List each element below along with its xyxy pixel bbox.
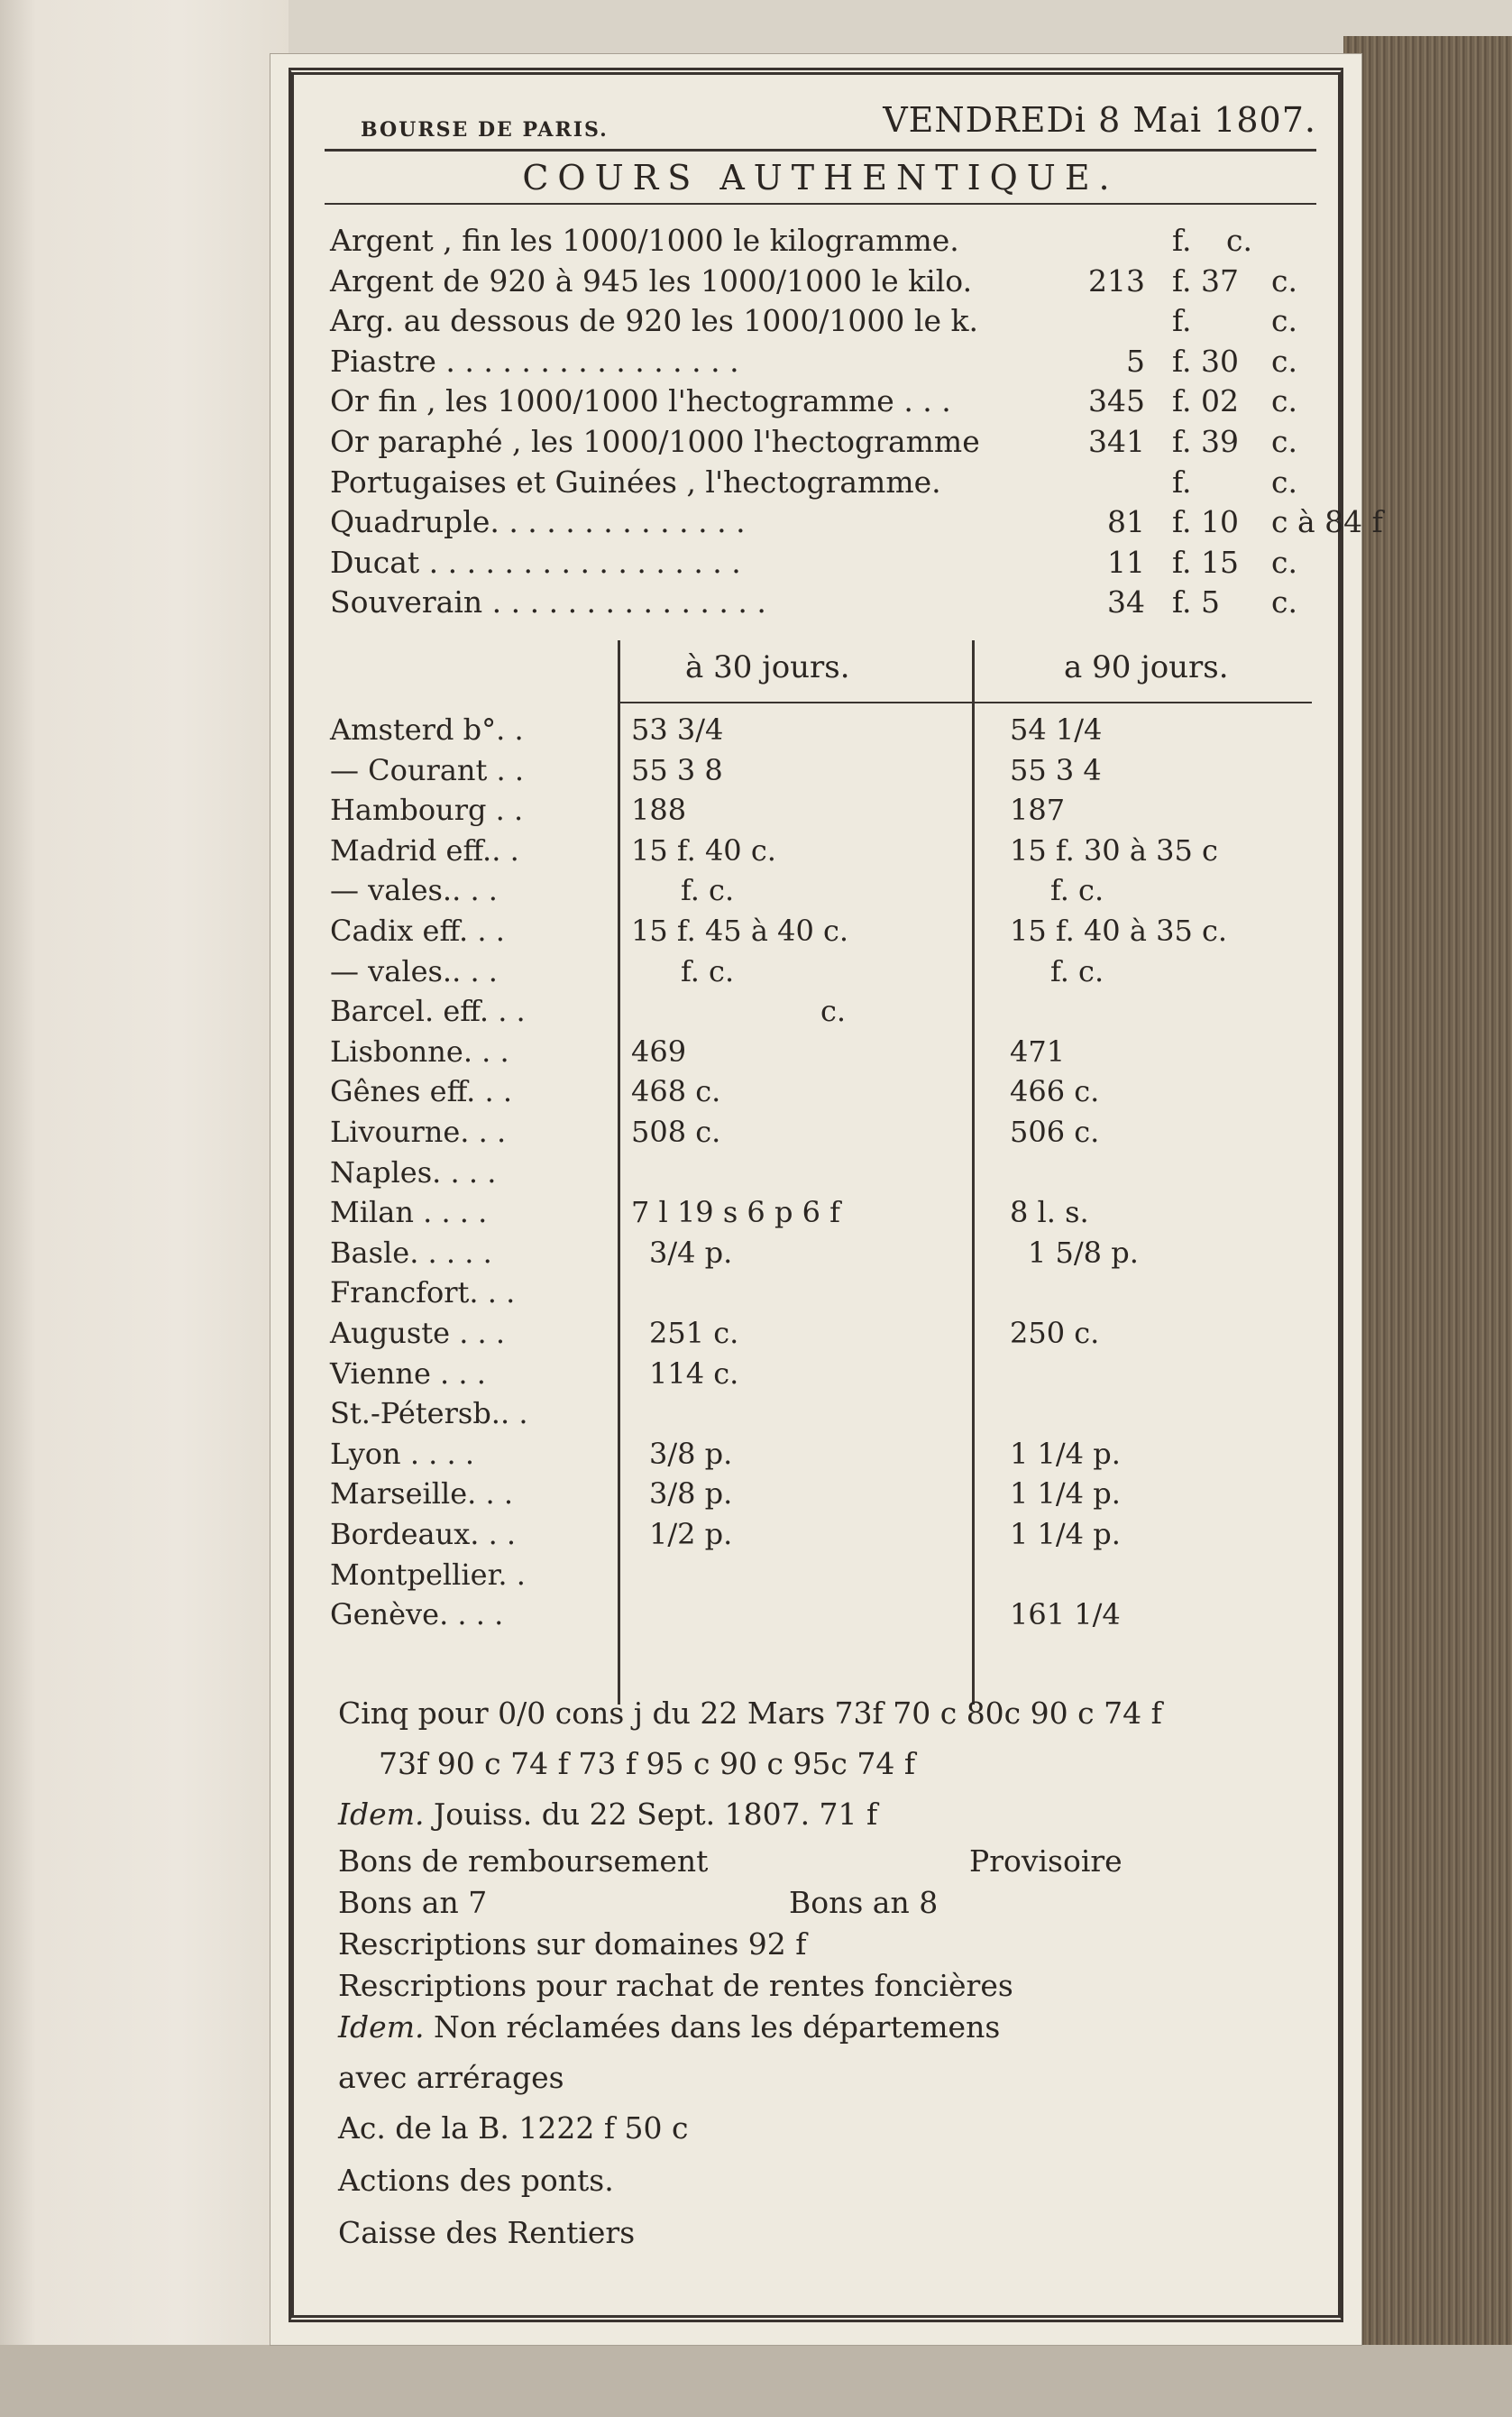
bons-an-8: Bons an 8 bbox=[789, 1885, 939, 1920]
rate-value: 345 bbox=[1088, 383, 1145, 419]
metal-rates-list bbox=[325, 221, 1383, 623]
exchange-30: 1/2 p. bbox=[649, 1517, 733, 1551]
fund-idem-jouissance bbox=[338, 1797, 877, 1832]
exchange-row bbox=[325, 712, 1316, 753]
rate-francs: f. bbox=[1172, 464, 1192, 500]
rate-cents: c. bbox=[1271, 262, 1297, 299]
exchange-place: Basle. . . . . bbox=[330, 1235, 492, 1270]
rate-name: Argent , fin les 1000/1000 le kilogramme. bbox=[330, 223, 959, 258]
exchange-place: Naples. . . . bbox=[330, 1154, 497, 1190]
rate-francs: f. 15 bbox=[1172, 544, 1240, 580]
idem-label: Idem. bbox=[338, 2009, 425, 2045]
page-header bbox=[325, 95, 1316, 152]
exchange-row bbox=[325, 1356, 1316, 1397]
exchange-place: Gênes eff. . . bbox=[330, 1074, 513, 1109]
rate-row bbox=[325, 583, 1325, 623]
column-head-90-days: a 90 jours. bbox=[1064, 649, 1229, 685]
exchange-30: 15 f. 40 c. bbox=[631, 832, 776, 868]
exchange-place: — vales.. . . bbox=[330, 953, 498, 988]
exchange-place: Barcel. eff. . . bbox=[330, 994, 526, 1029]
exchange-row bbox=[325, 1115, 1316, 1155]
rate-value: 213 bbox=[1088, 262, 1145, 299]
column-head-30-days: à 30 jours. bbox=[685, 649, 850, 685]
exchange-table bbox=[325, 640, 1316, 1813]
exchange-place: Auguste . . . bbox=[330, 1316, 506, 1350]
exchange-row bbox=[325, 1195, 1316, 1236]
rate-value: 11 bbox=[1107, 544, 1145, 580]
exchange-90: 15 f. 40 à 35 c. bbox=[1010, 914, 1228, 948]
exchange-row bbox=[325, 1034, 1316, 1075]
exchange-30: 508 c. bbox=[631, 1115, 721, 1149]
exchange-90: f. c. bbox=[1050, 873, 1104, 908]
header-bourse: BOURSE DE PARIS. bbox=[361, 118, 609, 142]
rate-cents: c. bbox=[1226, 223, 1252, 258]
rate-name: Or fin , les 1000/1000 l'hectogramme . . . bbox=[330, 383, 951, 419]
exchange-30: 251 c. bbox=[649, 1316, 739, 1350]
rate-francs: f. 5 bbox=[1172, 584, 1221, 620]
rate-cents: c. bbox=[1271, 303, 1297, 339]
exchange-place: Lisbonne. . . bbox=[330, 1034, 509, 1069]
column-head-rule bbox=[618, 702, 1312, 703]
fund-bons-an bbox=[338, 1885, 1321, 1920]
exchange-90: 161 1/4 bbox=[1010, 1597, 1121, 1632]
fund-arrerages: avec arrérages bbox=[338, 2060, 564, 2095]
page-content bbox=[325, 86, 1383, 2300]
exchange-30: 3/8 p. bbox=[649, 1436, 733, 1471]
rate-row bbox=[325, 381, 1325, 422]
exchange-row bbox=[325, 873, 1316, 914]
exchange-90: 55 3 4 bbox=[1010, 752, 1102, 787]
rate-cents: c à 84 f bbox=[1271, 504, 1383, 540]
rate-francs: f. 02 bbox=[1172, 383, 1240, 419]
rate-value: 341 bbox=[1088, 423, 1145, 459]
provisoire-label: Provisoire bbox=[969, 1843, 1123, 1879]
exchange-place: Vienne . . . bbox=[330, 1356, 486, 1391]
fund-cinq-continued: 73f 90 c 74 f 73 f 95 c 90 c 95c 74 f bbox=[379, 1746, 916, 1781]
rate-francs: f. bbox=[1172, 303, 1192, 339]
exchange-90: 187 bbox=[1010, 793, 1066, 828]
exchange-90: 54 1/4 bbox=[1010, 712, 1103, 747]
exchange-row bbox=[325, 1275, 1316, 1316]
rate-row bbox=[325, 502, 1383, 543]
rate-name: Souverain . . . . . . . . . . . . . . . bbox=[330, 584, 766, 620]
rate-cents: c. bbox=[1271, 584, 1297, 620]
rate-name: Quadruple. . . . . . . . . . . . . . bbox=[330, 504, 746, 540]
rate-francs: f. 10 bbox=[1172, 504, 1240, 540]
exchange-place: Hambourg . . bbox=[330, 793, 524, 828]
exchange-place: — Courant . . bbox=[330, 752, 525, 787]
section-title: COURS AUTHENTIQUE. bbox=[325, 158, 1316, 205]
exchange-place: Lyon . . . . bbox=[330, 1436, 475, 1471]
exchange-row bbox=[325, 793, 1316, 833]
exchange-row bbox=[325, 1476, 1316, 1517]
exchange-30: 469 bbox=[631, 1034, 687, 1069]
bons-remb-label: Bons de remboursement bbox=[338, 1843, 709, 1879]
exchange-place: Montpellier. . bbox=[330, 1557, 526, 1592]
exchange-30: 468 c. bbox=[631, 1074, 721, 1109]
exchange-place: Francfort. . . bbox=[330, 1275, 516, 1310]
exchange-row bbox=[325, 1155, 1316, 1196]
rate-name: Or paraphé , les 1000/1000 l'hectogramme bbox=[330, 423, 980, 459]
book-left-margin bbox=[0, 0, 289, 2417]
exchange-30: 3/4 p. bbox=[649, 1235, 733, 1270]
exchange-30: f. c. bbox=[681, 953, 735, 988]
exchange-row bbox=[325, 833, 1316, 874]
book-bottom-shadow bbox=[0, 2345, 1512, 2417]
fund-actions-ponts: Actions des ponts. bbox=[338, 2163, 614, 2198]
rate-cents: c. bbox=[1271, 343, 1297, 379]
fund-rescriptions-rachat: Rescriptions pour rachat de rentes foncières bbox=[338, 1968, 1013, 2003]
rate-cents: c. bbox=[1271, 464, 1297, 500]
rate-value: 34 bbox=[1107, 584, 1145, 620]
exchange-row bbox=[325, 1558, 1316, 1598]
exchange-row bbox=[325, 1236, 1316, 1276]
exchange-place: Cadix eff. . . bbox=[330, 914, 505, 948]
rate-row bbox=[325, 342, 1325, 382]
idem-text: Jouiss. du 22 Sept. 1807. 71 f bbox=[433, 1797, 878, 1832]
exchange-place: Marseille. . . bbox=[330, 1476, 513, 1512]
rate-cents: c. bbox=[1271, 383, 1297, 419]
exchange-90: 1 1/4 p. bbox=[1010, 1476, 1121, 1512]
rate-row bbox=[325, 301, 1325, 342]
exchange-30: 7 l 19 s 6 p 6 f bbox=[631, 1195, 840, 1230]
exchange-place: Amsterd b°. . bbox=[330, 712, 524, 747]
exchange-place: — vales.. . . bbox=[330, 873, 498, 908]
rate-row bbox=[325, 543, 1325, 584]
exchange-90: 1 1/4 p. bbox=[1010, 1517, 1121, 1551]
exchange-90: 250 c. bbox=[1010, 1316, 1100, 1350]
idem-label: Idem. bbox=[338, 1797, 425, 1832]
exchange-row bbox=[325, 1517, 1316, 1558]
exchange-row bbox=[325, 1437, 1316, 1477]
idem-text: Non réclamées dans les départemens bbox=[433, 2009, 1001, 2045]
rate-name: Arg. au dessous de 920 les 1000/1000 le k. bbox=[330, 303, 978, 339]
exchange-row bbox=[325, 1597, 1316, 1638]
rate-row bbox=[325, 262, 1325, 302]
exchange-30: 188 bbox=[631, 793, 687, 828]
exchange-row bbox=[325, 1074, 1316, 1115]
exchange-row bbox=[325, 1316, 1316, 1356]
rate-row bbox=[325, 221, 1325, 262]
exchange-30: c. bbox=[820, 994, 847, 1029]
exchange-place: Genève. . . . bbox=[330, 1597, 504, 1632]
fund-actions-banque: Ac. de la B. 1222 f 50 c bbox=[338, 2110, 689, 2146]
fund-caisse-rentiers: Caisse des Rentiers bbox=[338, 2215, 636, 2250]
exchange-90: 1 1/4 p. bbox=[1010, 1436, 1121, 1471]
rate-francs: f. 37 bbox=[1172, 262, 1240, 299]
exchange-90: 8 l. s. bbox=[1010, 1195, 1089, 1230]
rate-name: Argent de 920 à 945 les 1000/1000 le kilo. bbox=[330, 262, 973, 299]
rate-row bbox=[325, 422, 1325, 463]
exchange-30: 55 3 8 bbox=[631, 752, 723, 787]
rate-name: Ducat . . . . . . . . . . . . . . . . . bbox=[330, 544, 741, 580]
header-date: VENDREDi 8 Mai 1807. bbox=[883, 100, 1316, 140]
rate-cents: c. bbox=[1271, 544, 1297, 580]
exchange-30: f. c. bbox=[681, 873, 735, 908]
rate-value: 5 bbox=[1126, 343, 1145, 379]
fund-bons-remboursement bbox=[338, 1843, 1321, 1879]
exchange-row bbox=[325, 954, 1316, 995]
page-edges bbox=[1343, 36, 1512, 2345]
rate-cents: c. bbox=[1271, 423, 1297, 459]
rate-name: Piastre . . . . . . . . . . . . . . . . bbox=[330, 343, 739, 379]
exchange-row bbox=[325, 1396, 1316, 1437]
bons-an-7: Bons an 7 bbox=[338, 1885, 488, 1920]
rate-row bbox=[325, 463, 1325, 503]
rate-francs: f. bbox=[1172, 223, 1192, 258]
exchange-row bbox=[325, 753, 1316, 794]
exchange-30: 15 f. 45 à 40 c. bbox=[631, 914, 849, 948]
fund-idem-non-reclamees bbox=[338, 2009, 1000, 2045]
exchange-90: 506 c. bbox=[1010, 1115, 1100, 1149]
exchange-place: Madrid eff.. . bbox=[330, 832, 519, 868]
exchange-90: f. c. bbox=[1050, 953, 1104, 988]
exchange-place: Bordeaux. . . bbox=[330, 1517, 517, 1551]
rate-name: Portugaises et Guinées , l'hectogramme. bbox=[330, 464, 941, 500]
rate-francs: f. 30 bbox=[1172, 343, 1240, 379]
exchange-30: 53 3/4 bbox=[631, 712, 724, 747]
exchange-90: 466 c. bbox=[1010, 1074, 1100, 1109]
exchange-place: Milan . . . . bbox=[330, 1195, 488, 1230]
rate-francs: f. 39 bbox=[1172, 423, 1240, 459]
exchange-row bbox=[325, 994, 1316, 1034]
exchange-place: St.-Pétersb.. . bbox=[330, 1396, 528, 1431]
exchange-place: Livourne. . . bbox=[330, 1115, 507, 1149]
rate-value: 81 bbox=[1107, 504, 1145, 540]
fund-rescriptions-domaines: Rescriptions sur domaines 92 f bbox=[338, 1926, 807, 1962]
exchange-90: 1 5/8 p. bbox=[1028, 1235, 1139, 1270]
exchange-90: 15 f. 30 à 35 c bbox=[1010, 832, 1218, 868]
exchange-row bbox=[325, 914, 1316, 954]
exchange-90: 471 bbox=[1010, 1034, 1066, 1069]
fund-cinq-pour-cent: Cinq pour 0/0 cons j du 22 Mars 73f 70 c 80c 90 c 74 f bbox=[338, 1696, 1162, 1731]
exchange-30: 114 c. bbox=[649, 1356, 739, 1391]
exchange-30: 3/8 p. bbox=[649, 1476, 733, 1512]
